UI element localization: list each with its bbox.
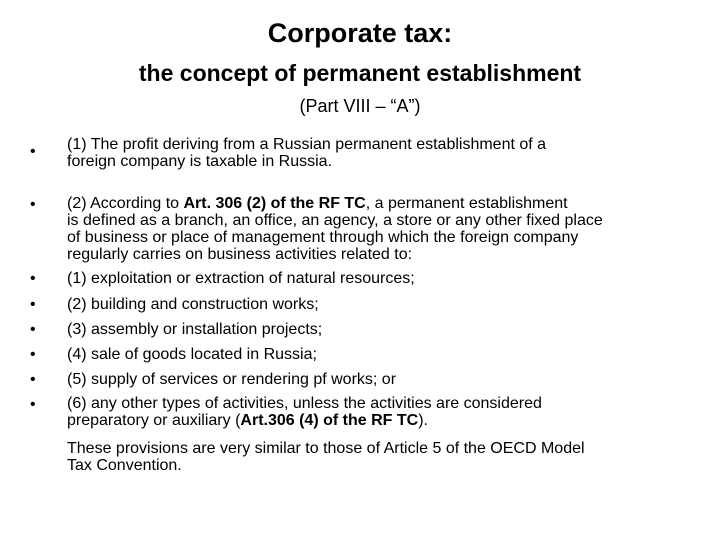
closing-note-line-1: These provisions are very similar to those of Article 5 of the OECD Model	[67, 440, 585, 457]
activity-item-2: (2) building and construction works;	[67, 296, 319, 313]
closing-note-line-2: Tax Convention.	[67, 457, 182, 474]
activity-item-6-line-2	[67, 412, 707, 429]
activity-item-6-line-1: (6) any other types of activities, unless the activities are considered	[67, 395, 542, 412]
legal-reference: Art.306 (4) of the RF TC	[240, 412, 419, 429]
bullet: •	[30, 296, 36, 313]
bullet: •	[30, 371, 36, 388]
paragraph-2-line-4: regularly carries on business activities related to:	[67, 246, 413, 263]
bullet: •	[30, 346, 36, 363]
legal-reference: Art. 306 (2) of the RF TC	[183, 195, 366, 212]
activity-item-1: (1) exploitation or extraction of natural resources;	[67, 270, 415, 287]
bullet: •	[30, 321, 36, 338]
activity-item-4: (4) sale of goods located in Russia;	[67, 346, 317, 363]
title-line-1: Corporate tax:	[267, 18, 453, 48]
paragraph-1-line-1: (1) The profit deriving from a Russian permanent establishment of a	[67, 136, 547, 153]
paragraph-1	[67, 136, 707, 170]
title-line-3: (Part VIII – “A”)	[299, 96, 421, 116]
title-line-2: the concept of permanent establishment	[138, 60, 582, 86]
paragraph-2-line-1	[67, 195, 707, 212]
bullet: •	[30, 270, 36, 287]
paragraph-2-text-after: , a permanent establishment	[365, 195, 568, 212]
paragraph-1-line-2: foreign company is taxable in Russia.	[67, 153, 333, 170]
paragraph-2-line-3: of business or place of management through which the foreign company	[67, 229, 579, 246]
closing-note	[67, 440, 707, 474]
activity-item-3: (3) assembly or installation projects;	[67, 321, 323, 338]
bullet: •	[30, 143, 36, 160]
paragraph-2-line-2: is defined as a branch, an office, an agency, a store or any other fixed place	[67, 212, 603, 229]
activity-item-6-text: preparatory or auxiliary (	[67, 412, 241, 429]
activity-item-6	[67, 395, 707, 429]
bullet: •	[30, 196, 36, 213]
paragraph-2	[67, 195, 707, 263]
activity-item-5: (5) supply of services or rendering pf works; or	[67, 371, 397, 388]
bullet: •	[30, 396, 36, 413]
paragraph-2-text: (2) According to	[67, 195, 184, 212]
activity-item-6-text-after: ).	[418, 412, 428, 429]
